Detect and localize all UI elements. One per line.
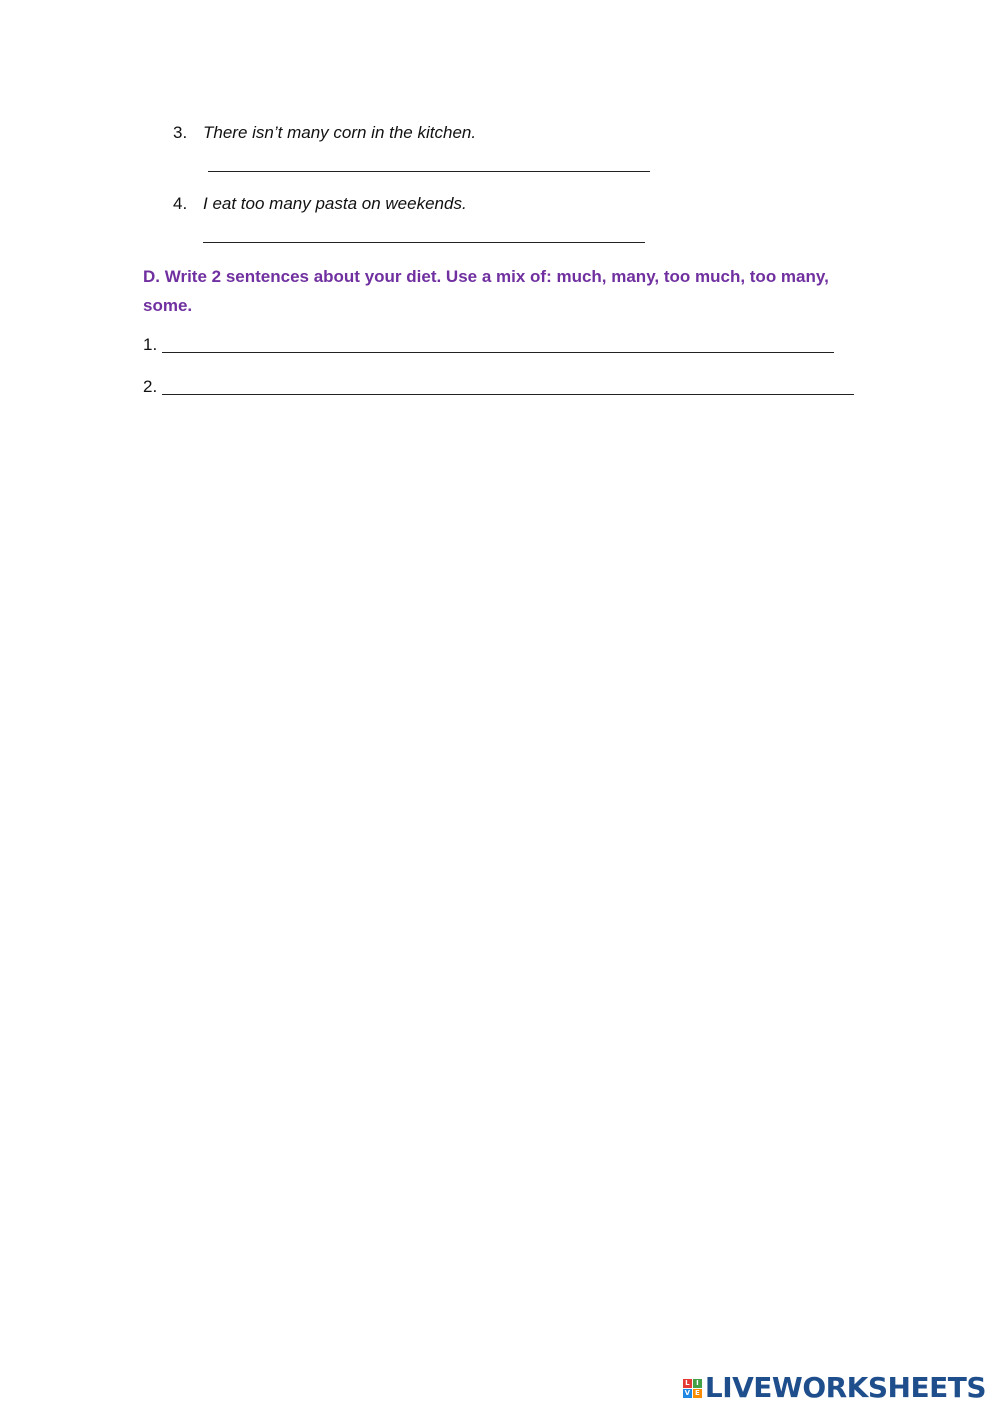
write-line-1[interactable] (162, 352, 834, 353)
item-sentence: There isn’t many corn in the kitchen. (203, 123, 477, 142)
write-line-row-1 (143, 334, 843, 356)
logo-letter-i: I (693, 1379, 702, 1388)
section-d-instruction: D. Write 2 sentences about your diet. Use a mix of: much, many, too much, too many, some. (143, 267, 829, 315)
logo-text: LIVEWORKSHEETS (704, 1371, 986, 1404)
item-sentence: I eat too many pasta on weekends. (203, 194, 467, 213)
liveworksheets-logo (683, 1373, 986, 1403)
logo-letter-v: V (684, 1388, 691, 1397)
item-number: 4. (173, 194, 188, 213)
logo-letter-e: E (693, 1389, 702, 1398)
liveworksheets-icon (683, 1379, 702, 1398)
logo-letter-l: L (683, 1379, 692, 1388)
line-number: 2. (143, 377, 158, 396)
write-line-2[interactable] (162, 394, 854, 395)
answer-line-4[interactable] (203, 242, 645, 243)
exercise-item-3 (173, 122, 476, 144)
item-number: 3. (173, 123, 188, 142)
exercise-item-4 (173, 193, 467, 215)
line-number: 1. (143, 335, 158, 354)
write-line-row-2 (143, 376, 863, 398)
answer-line-3[interactable] (208, 171, 650, 172)
